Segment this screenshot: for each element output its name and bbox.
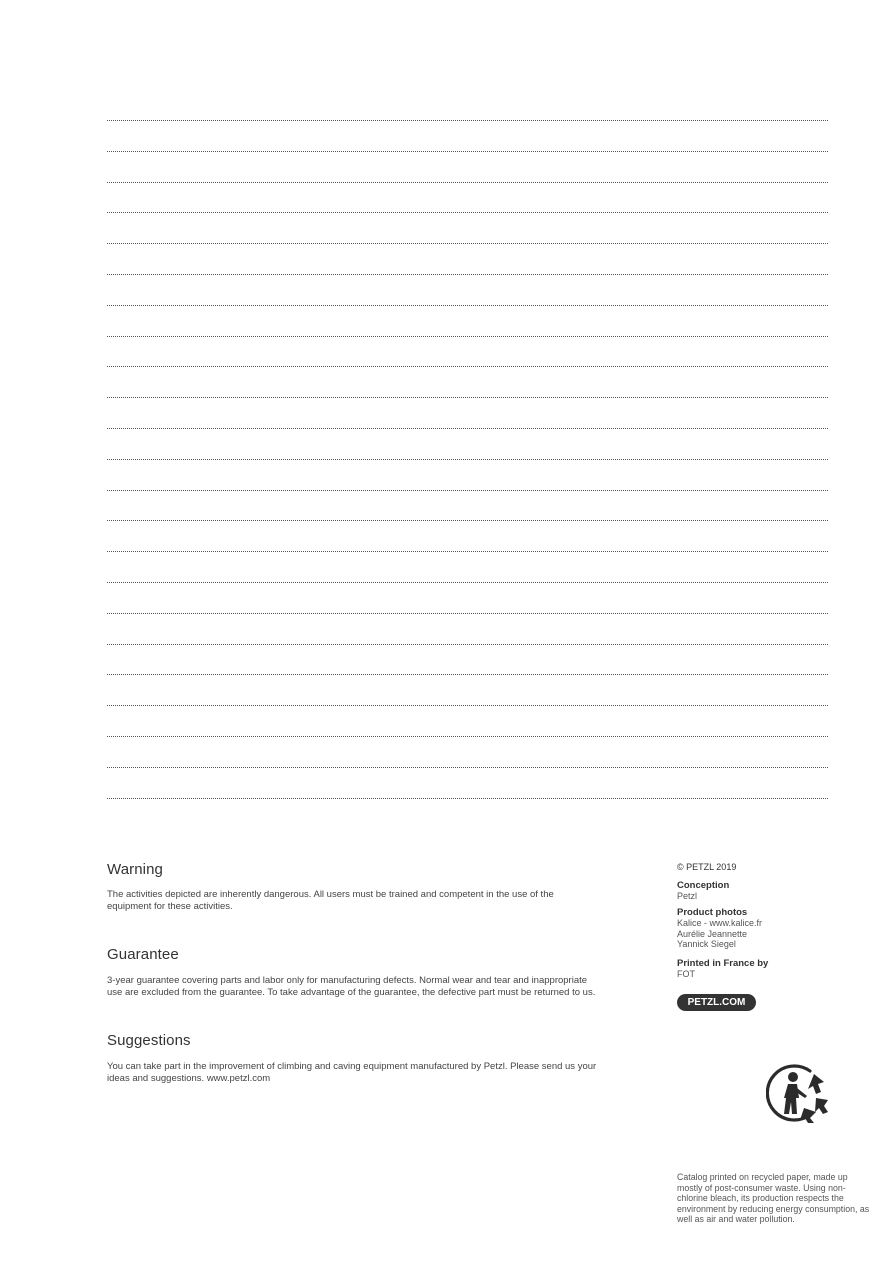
- guarantee-section: [107, 946, 597, 999]
- warning-title: Warning: [107, 861, 163, 878]
- note-line: [107, 366, 828, 367]
- warning-section: [107, 861, 597, 913]
- photos-label: Product photos: [677, 907, 748, 918]
- recycled-paper-note: Catalog printed on recycled paper, made up mostly of post-consumer waste. Using non-chlorine bleach, its production respects the environment by reducing energy consumption, as well as air and water pollution.: [677, 1172, 870, 1224]
- photos-credit-2: Aurélie Jeannette: [677, 928, 748, 939]
- note-line: [107, 274, 828, 275]
- suggestions-title: Suggestions: [107, 1032, 191, 1049]
- suggestions-text: You can take part in the improvement of climbing and caving equipment manufactured by Petzl. Please send us your ideas and suggestions. www.petzl.com: [107, 1061, 597, 1084]
- recycle-person-icon: [766, 1062, 830, 1124]
- note-line: [107, 644, 828, 645]
- copyright: © PETZL 2019: [677, 862, 737, 872]
- note-line: [107, 336, 828, 337]
- notes-lines: [107, 0, 828, 810]
- note-line: [107, 613, 828, 614]
- note-line: [107, 182, 828, 183]
- petzl-website-badge[interactable]: PETZL.COM: [677, 994, 756, 1011]
- note-line: [107, 520, 828, 521]
- note-line: [107, 120, 828, 121]
- note-line: [107, 674, 828, 675]
- note-line: [107, 243, 828, 244]
- photos-credit-3: Yannick Siegel: [677, 939, 736, 949]
- conception-label: Conception: [677, 880, 730, 891]
- note-line: [107, 428, 828, 429]
- credits-conception: [677, 880, 877, 902]
- note-line: [107, 397, 828, 398]
- conception-value: Petzl: [677, 891, 698, 901]
- note-line: [107, 705, 828, 706]
- note-line: [107, 212, 828, 213]
- note-line: [107, 767, 828, 768]
- note-line: [107, 459, 828, 460]
- guarantee-title: Guarantee: [107, 946, 179, 963]
- credits-photos: [677, 907, 877, 950]
- note-line: [107, 551, 828, 552]
- warning-text: The activities depicted are inherently dangerous. All users must be trained and competent in the use of the equipment for these activities.: [107, 889, 554, 912]
- note-line: [107, 582, 828, 583]
- note-line: [107, 490, 828, 491]
- note-line: [107, 798, 828, 799]
- printer-label: Printed in France by: [677, 958, 769, 969]
- photos-credit-1: Kalice - www.kalice.fr: [677, 918, 763, 928]
- note-line: [107, 151, 828, 152]
- suggestions-section: [107, 1032, 597, 1085]
- note-line: [107, 736, 828, 737]
- printer-value: FOT: [677, 969, 695, 979]
- credits-printer: [677, 958, 877, 980]
- guarantee-text: 3-year guarantee covering parts and labor only for manufacturing defects. Normal wear and tear and inappropriate use are excluded from the guarantee. To take advantage of the guarantee, the defective part must be returned to us.: [107, 975, 596, 998]
- note-line: [107, 305, 828, 306]
